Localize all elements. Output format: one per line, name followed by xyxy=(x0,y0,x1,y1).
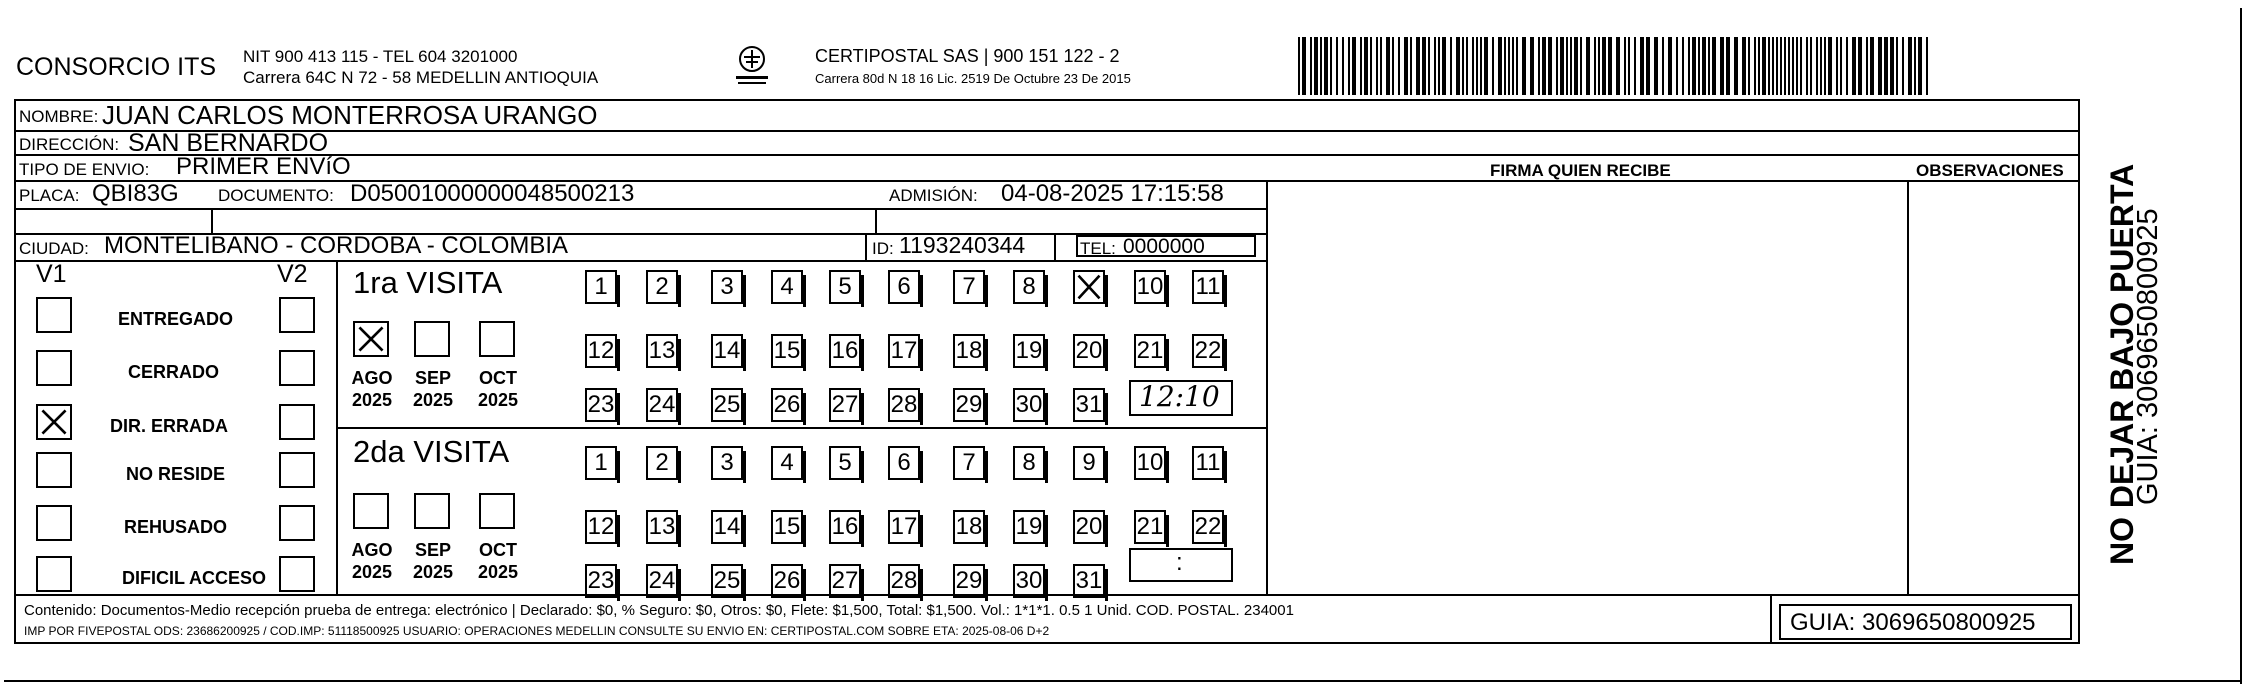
first-visit-day[interactable]: 10 xyxy=(1134,270,1166,304)
first-visit-day[interactable]: 20 xyxy=(1073,334,1105,368)
nombre-label: NOMBRE: xyxy=(19,107,99,126)
v2-header: V2 xyxy=(277,260,308,288)
nombre-value: JUAN CARLOS MONTERROSA URANGO xyxy=(102,100,598,130)
first-visit-day[interactable]: 26 xyxy=(771,388,803,422)
side-guia: GUIA: 3069650800925 xyxy=(2132,208,2164,505)
v2-checkbox[interactable] xyxy=(279,556,315,592)
sheet-bottom-border xyxy=(4,680,2242,682)
first-visit-day[interactable]: 16 xyxy=(829,334,861,368)
first-visit-day[interactable]: 22 xyxy=(1192,334,1224,368)
v1-checkbox[interactable] xyxy=(36,556,72,592)
second-visit-day[interactable]: 6 xyxy=(888,446,920,480)
ciudad-label: CIUDAD: xyxy=(19,239,89,258)
status-label: REHUSADO xyxy=(124,517,228,537)
ciudad-value: MONTELIBANO - CORDOBA - COLOMBIA xyxy=(104,232,569,259)
second-visit-day[interactable]: 9 xyxy=(1073,446,1105,480)
direccion-label: DIRECCIÓN: xyxy=(19,135,120,154)
second-visit-time: : xyxy=(1176,549,1183,576)
first-visit-day[interactable]: 1 xyxy=(585,270,617,304)
col-line xyxy=(1054,233,1056,260)
second-visit-day[interactable]: 31 xyxy=(1073,564,1105,598)
v2-checkbox[interactable] xyxy=(279,350,315,386)
barcode xyxy=(1298,37,1933,95)
admision-value: 04-08-2025 17:15:58 xyxy=(1001,180,1224,207)
second-visit-day[interactable]: 22 xyxy=(1192,510,1224,544)
v2-checkbox[interactable] xyxy=(279,404,315,440)
first-visit-day[interactable]: 25 xyxy=(711,388,743,422)
second-visit-month-checkbox[interactable] xyxy=(479,493,515,529)
second-visit-month-checkbox[interactable] xyxy=(414,493,450,529)
side-warning: NO DEJAR BAJO PUERTA xyxy=(2104,163,2140,565)
first-visit-day[interactable]: 24 xyxy=(646,388,678,422)
second-visit-day[interactable]: 12 xyxy=(585,510,617,544)
v2-checkbox[interactable] xyxy=(279,297,315,333)
second-visit-day[interactable]: 23 xyxy=(585,564,617,598)
footer-guia: GUIA: 3069650800925 xyxy=(1790,609,2036,636)
documento-value: D05001000000048500213 xyxy=(350,180,635,207)
second-visit-day[interactable]: 16 xyxy=(829,510,861,544)
sheet-right-border xyxy=(2240,8,2242,684)
second-visit-day[interactable]: 3 xyxy=(711,446,743,480)
col-line xyxy=(336,260,338,594)
second-visit-title: 2da VISITA xyxy=(353,434,510,469)
tipo-value: PRIMER ENVíO xyxy=(176,153,351,180)
status-label: ENTREGADO xyxy=(118,309,234,329)
carrier-name: CERTIPOSTAL SAS | 900 151 122 - 2 xyxy=(815,46,1120,66)
first-visit-day[interactable]: 29 xyxy=(953,388,985,422)
first-visit-day[interactable]: 3 xyxy=(711,270,743,304)
first-visit-day[interactable]: 19 xyxy=(1013,334,1045,368)
footer-contents: Contenido: Documentos-Medio recepción prueba de entrega: electrónico | Declarado: $0, % Seguro: $0, Otros: $0, Flete: $1,500, Total: $1,500. Vol.: 1*1*1. 0.5 1 Unid. COD. POSTAL. 234001 xyxy=(24,602,1294,619)
month-label: AGO 2025 xyxy=(351,540,393,582)
col-line xyxy=(1770,594,1772,644)
first-visit-day[interactable]: 8 xyxy=(1013,270,1045,304)
second-visit-day[interactable]: 11 xyxy=(1192,446,1224,480)
first-visit-day[interactable]: 23 xyxy=(585,388,617,422)
company-address: Carrera 64C N 72 - 58 MEDELLIN ANTIOQUIA xyxy=(243,68,599,87)
id-label: ID: xyxy=(872,239,894,258)
first-visit-day[interactable]: 14 xyxy=(711,334,743,368)
second-visit-day[interactable]: 19 xyxy=(1013,510,1045,544)
second-visit-day[interactable]: 13 xyxy=(646,510,678,544)
first-visit-day[interactable] xyxy=(1073,270,1105,304)
month-label: OCT 2025 xyxy=(477,540,519,582)
status-label: DIR. ERRADA xyxy=(110,416,229,436)
col-line xyxy=(865,233,867,260)
first-visit-day[interactable]: 11 xyxy=(1192,270,1224,304)
placa-label: PLACA: xyxy=(19,186,80,205)
month-label: AGO 2025 xyxy=(351,368,393,410)
footer-imp: IMP POR FIVEPOSTAL ODS: 23686200925 / COD.IMP: 51118500925 USUARIO: OPERACIONES MEDELLIN CONSULTE SU ENVIO EN: CERTIPOSTAL.COM SOBRE ETA: 2025-08-06 D+2 xyxy=(24,624,1050,638)
col-line xyxy=(1907,180,1909,594)
v2-checkbox[interactable] xyxy=(279,452,315,488)
first-visit-day[interactable]: 18 xyxy=(953,334,985,368)
tel-label: TEL: xyxy=(1080,239,1116,258)
second-visit-day[interactable]: 27 xyxy=(829,564,861,598)
second-visit-day[interactable]: 10 xyxy=(1134,446,1166,480)
first-visit-day[interactable]: 2 xyxy=(646,270,678,304)
v1-checkbox[interactable] xyxy=(36,404,72,440)
second-visit-day[interactable]: 25 xyxy=(711,564,743,598)
first-visit-day[interactable]: 12 xyxy=(585,334,617,368)
second-visit-day[interactable]: 5 xyxy=(829,446,861,480)
row-line xyxy=(14,208,1268,210)
first-visit-day[interactable]: 5 xyxy=(829,270,861,304)
first-visit-day[interactable]: 17 xyxy=(888,334,920,368)
col-line xyxy=(211,208,213,233)
company-name: CONSORCIO ITS xyxy=(16,53,217,81)
certipostal-logo xyxy=(728,42,776,90)
first-visit-month-checkbox[interactable] xyxy=(479,321,515,357)
v1-checkbox[interactable] xyxy=(36,452,72,488)
second-visit-day[interactable]: 21 xyxy=(1134,510,1166,544)
second-visit-day[interactable]: 26 xyxy=(771,564,803,598)
first-visit-day[interactable]: 15 xyxy=(771,334,803,368)
month-label: SEP 2025 xyxy=(412,540,454,582)
second-visit-day[interactable]: 29 xyxy=(953,564,985,598)
v1-header: V1 xyxy=(36,260,67,288)
status-label: CERRADO xyxy=(128,362,220,382)
second-visit-day[interactable]: 17 xyxy=(888,510,920,544)
v1-checkbox[interactable] xyxy=(36,505,72,541)
first-visit-day[interactable]: 7 xyxy=(953,270,985,304)
second-visit-day[interactable]: 2 xyxy=(646,446,678,480)
v1-checkbox[interactable] xyxy=(36,297,72,333)
month-label: SEP 2025 xyxy=(412,368,454,410)
second-visit-day[interactable]: 18 xyxy=(953,510,985,544)
documento-label: DOCUMENTO: xyxy=(218,186,334,205)
second-visit-day[interactable]: 8 xyxy=(1013,446,1045,480)
carrier-license: Carrera 80d N 18 16 Lic. 2519 De Octubre 23 De 2015 xyxy=(815,71,1131,86)
first-visit-day[interactable]: 28 xyxy=(888,388,920,422)
first-visit-time: 12:10 xyxy=(1139,380,1220,413)
placa-value: QBI83G xyxy=(92,180,179,207)
status-label: NO RESIDE xyxy=(126,464,226,484)
first-visit-day[interactable]: 13 xyxy=(646,334,678,368)
v2-checkbox[interactable] xyxy=(279,505,315,541)
first-visit-day[interactable]: 27 xyxy=(829,388,861,422)
id-value: 1193240344 xyxy=(899,232,1026,258)
observaciones-header: OBSERVACIONES xyxy=(1916,161,2064,180)
direccion-value: SAN BERNARDO xyxy=(128,129,329,157)
second-visit-day[interactable]: 1 xyxy=(585,446,617,480)
month-label: OCT 2025 xyxy=(477,368,519,410)
admision-label: ADMISIÓN: xyxy=(889,186,978,205)
second-visit-day[interactable]: 28 xyxy=(888,564,920,598)
first-visit-title: 1ra VISITA xyxy=(353,265,503,300)
first-visit-month-checkbox[interactable] xyxy=(353,321,389,357)
status-label: DIFICIL ACCESO xyxy=(122,568,267,588)
col-line xyxy=(875,208,877,233)
v1-checkbox[interactable] xyxy=(36,350,72,386)
firma-header: FIRMA QUIEN RECIBE xyxy=(1490,161,1671,180)
second-visit-day[interactable]: 7 xyxy=(953,446,985,480)
second-visit-month-checkbox[interactable] xyxy=(353,493,389,529)
second-visit-day[interactable]: 15 xyxy=(771,510,803,544)
second-visit-day[interactable]: 20 xyxy=(1073,510,1105,544)
first-visit-day[interactable]: 6 xyxy=(888,270,920,304)
first-visit-day[interactable]: 31 xyxy=(1073,388,1105,422)
tipo-label: TIPO DE ENVIO: xyxy=(19,160,150,179)
tel-value: 0000000 xyxy=(1123,235,1205,258)
col-line xyxy=(1266,180,1268,594)
company-nit: NIT 900 413 115 - TEL 604 3201000 xyxy=(243,47,518,66)
first-visit-day[interactable]: 4 xyxy=(771,270,803,304)
second-visit-day[interactable]: 14 xyxy=(711,510,743,544)
first-visit-day[interactable]: 21 xyxy=(1134,334,1166,368)
second-visit-day[interactable]: 30 xyxy=(1013,564,1045,598)
second-visit-day[interactable]: 24 xyxy=(646,564,678,598)
first-visit-month-checkbox[interactable] xyxy=(414,321,450,357)
second-visit-day[interactable]: 4 xyxy=(771,446,803,480)
row-line xyxy=(336,427,1268,429)
first-visit-day[interactable]: 30 xyxy=(1013,388,1045,422)
row-line xyxy=(14,260,1268,262)
